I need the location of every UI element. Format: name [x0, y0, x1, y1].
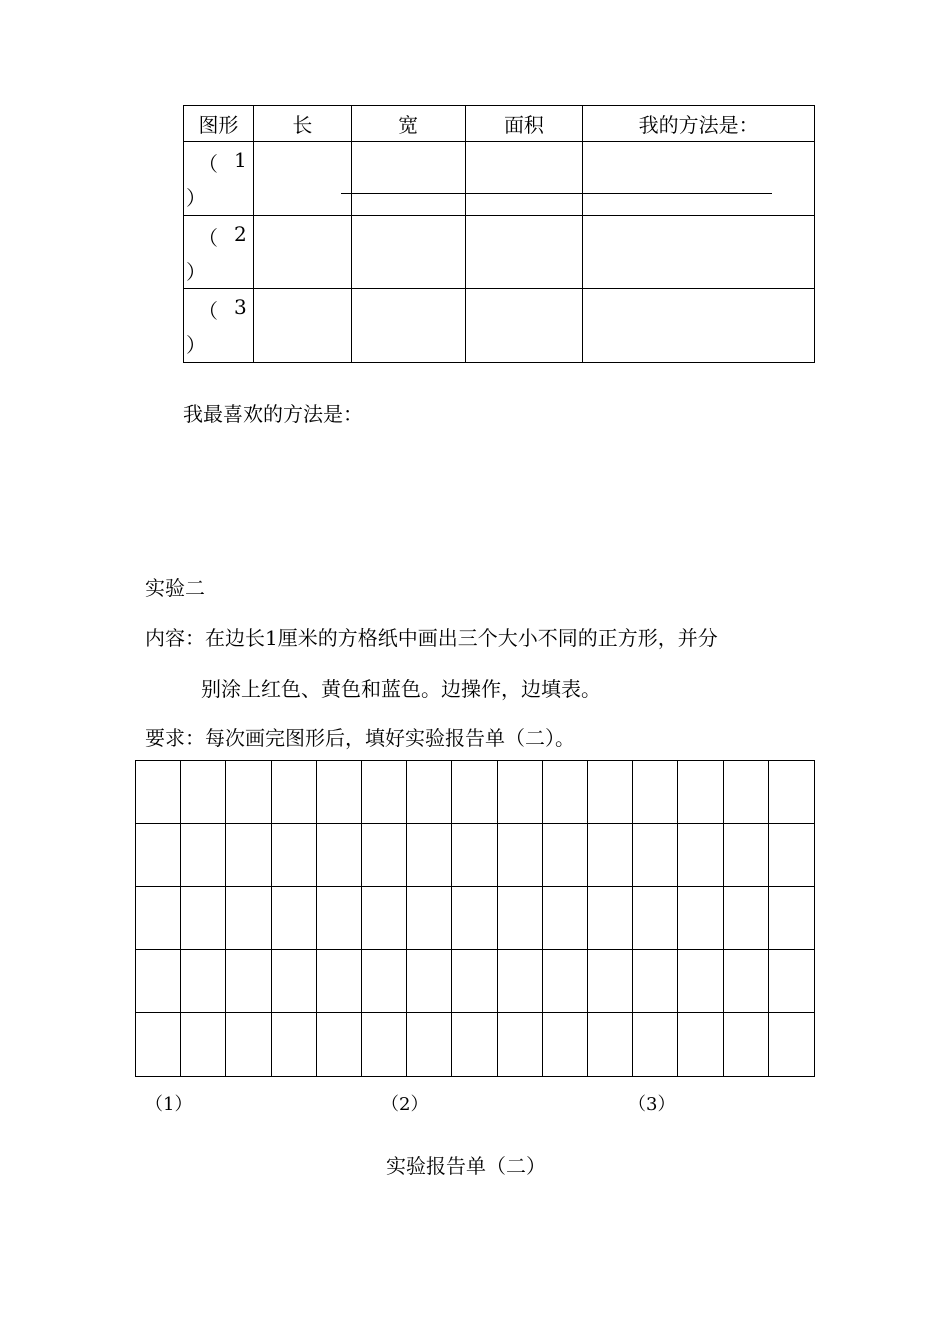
cell-area-2[interactable] — [465, 215, 583, 289]
row-label-3: （ 3 ） — [184, 289, 254, 363]
grid-cell[interactable] — [407, 950, 452, 1013]
cell-length-1[interactable] — [253, 142, 351, 216]
grid-cell[interactable] — [136, 761, 181, 824]
grid-cell[interactable] — [769, 824, 814, 887]
grid-cell[interactable] — [588, 1013, 633, 1076]
grid-cell[interactable] — [633, 1013, 678, 1076]
header-shape: 图形 — [184, 106, 254, 142]
grid-cell[interactable] — [543, 824, 588, 887]
grid-cell[interactable] — [362, 761, 407, 824]
grid-cell[interactable] — [272, 1013, 317, 1076]
grid-cell[interactable] — [226, 761, 271, 824]
grid-cell[interactable] — [498, 824, 543, 887]
grid-cell[interactable] — [407, 887, 452, 950]
grid-cell[interactable] — [452, 950, 497, 1013]
grid-cell[interactable] — [136, 824, 181, 887]
grid-cell[interactable] — [407, 824, 452, 887]
grid-cell[interactable] — [272, 950, 317, 1013]
grid-cell[interactable] — [226, 824, 271, 887]
grid-cell[interactable] — [769, 761, 814, 824]
grid-cell[interactable] — [543, 761, 588, 824]
report-2-title: 实验报告单（二） — [386, 1154, 546, 1178]
grid-cell[interactable] — [181, 824, 226, 887]
grid-cell[interactable] — [678, 887, 723, 950]
grid-cell[interactable] — [181, 950, 226, 1013]
grid-cell[interactable] — [181, 887, 226, 950]
header-length: 长 — [253, 106, 351, 142]
grid-cell[interactable] — [498, 887, 543, 950]
stray-divider-line — [341, 193, 772, 194]
grid-cell[interactable] — [226, 950, 271, 1013]
cell-method-3[interactable] — [583, 289, 815, 363]
cell-length-2[interactable] — [253, 215, 351, 289]
grid-cell[interactable] — [272, 761, 317, 824]
grid-cell[interactable] — [362, 887, 407, 950]
experiment-report-table-1 — [183, 105, 815, 363]
grid-cell[interactable] — [724, 887, 769, 950]
grid-cell[interactable] — [226, 887, 271, 950]
grid-cell[interactable] — [769, 950, 814, 1013]
experiment-2-title: 实验二 — [145, 576, 205, 600]
grid-cell[interactable] — [588, 761, 633, 824]
grid-cell[interactable] — [678, 950, 723, 1013]
grid-cell[interactable] — [317, 761, 362, 824]
grid-cell[interactable] — [498, 950, 543, 1013]
grid-cell[interactable] — [633, 761, 678, 824]
figure-label-2: （2） — [381, 1094, 429, 1115]
grid-cell[interactable] — [543, 1013, 588, 1076]
grid-cell[interactable] — [543, 950, 588, 1013]
table-row — [184, 142, 815, 216]
row-label-1: （ 1 ） — [184, 142, 254, 216]
grid-cell[interactable] — [452, 1013, 497, 1076]
grid-cell[interactable] — [498, 761, 543, 824]
grid-cell[interactable] — [272, 824, 317, 887]
grid-cell[interactable] — [633, 950, 678, 1013]
cell-area-1[interactable] — [465, 142, 583, 216]
grid-cell[interactable] — [724, 1013, 769, 1076]
cell-area-3[interactable] — [465, 289, 583, 363]
figure-label-3: （3） — [628, 1094, 676, 1115]
favorite-method-label: 我最喜欢的方法是： — [183, 402, 363, 426]
cell-width-1[interactable] — [351, 142, 465, 216]
grid-cell[interactable] — [136, 950, 181, 1013]
grid-cell[interactable] — [724, 761, 769, 824]
row-label-2: （ 2 ） — [184, 215, 254, 289]
grid-cell[interactable] — [317, 1013, 362, 1076]
grid-cell[interactable] — [633, 824, 678, 887]
cell-method-1[interactable] — [583, 142, 815, 216]
grid-cell[interactable] — [769, 1013, 814, 1076]
grid-cell[interactable] — [136, 887, 181, 950]
grid-cell[interactable] — [407, 1013, 452, 1076]
grid-cell[interactable] — [362, 950, 407, 1013]
grid-cell[interactable] — [678, 824, 723, 887]
grid-cell[interactable] — [678, 761, 723, 824]
grid-cell[interactable] — [226, 1013, 271, 1076]
grid-cell[interactable] — [452, 824, 497, 887]
grid-cell[interactable] — [317, 824, 362, 887]
experiment-2-content-line2: 别涂上红色、黄色和蓝色。边操作，边填表。 — [201, 677, 601, 701]
grid-cell[interactable] — [543, 887, 588, 950]
grid-cell[interactable] — [769, 887, 814, 950]
grid-cell[interactable] — [317, 950, 362, 1013]
grid-cell[interactable] — [678, 1013, 723, 1076]
grid-cell[interactable] — [181, 761, 226, 824]
experiment-2-requirement: 要求：每次画完图形后，填好实验报告单（二）。 — [145, 726, 575, 750]
header-area: 面积 — [465, 106, 583, 142]
grid-cell[interactable] — [588, 887, 633, 950]
cell-method-2[interactable] — [583, 215, 815, 289]
grid-cell[interactable] — [452, 887, 497, 950]
grid-cell[interactable] — [588, 824, 633, 887]
table-row — [184, 215, 815, 289]
cell-length-3[interactable] — [253, 289, 351, 363]
cell-width-2[interactable] — [351, 215, 465, 289]
grid-cell[interactable] — [272, 887, 317, 950]
table-header-row — [184, 106, 815, 142]
experiment-2-content-line1: 内容：在边长1厘米的方格纸中画出三个大小不同的正方形，并分 — [145, 626, 718, 650]
grid-cell[interactable] — [362, 1013, 407, 1076]
grid-cell[interactable] — [498, 1013, 543, 1076]
grid-cell[interactable] — [407, 761, 452, 824]
grid-cell[interactable] — [317, 887, 362, 950]
grid-cell[interactable] — [724, 824, 769, 887]
grid-cell[interactable] — [588, 950, 633, 1013]
figure-label-1: （1） — [145, 1094, 193, 1115]
grid-cell[interactable] — [724, 950, 769, 1013]
square-grid-paper[interactable] — [135, 760, 815, 1077]
header-width: 宽 — [351, 106, 465, 142]
grid-cell[interactable] — [452, 761, 497, 824]
grid-cell[interactable] — [633, 887, 678, 950]
grid-cell[interactable] — [362, 824, 407, 887]
table-row — [184, 289, 815, 363]
header-my-method: 我的方法是： — [583, 106, 815, 142]
grid-cell[interactable] — [136, 1013, 181, 1076]
grid-cell[interactable] — [181, 1013, 226, 1076]
cell-width-3[interactable] — [351, 289, 465, 363]
